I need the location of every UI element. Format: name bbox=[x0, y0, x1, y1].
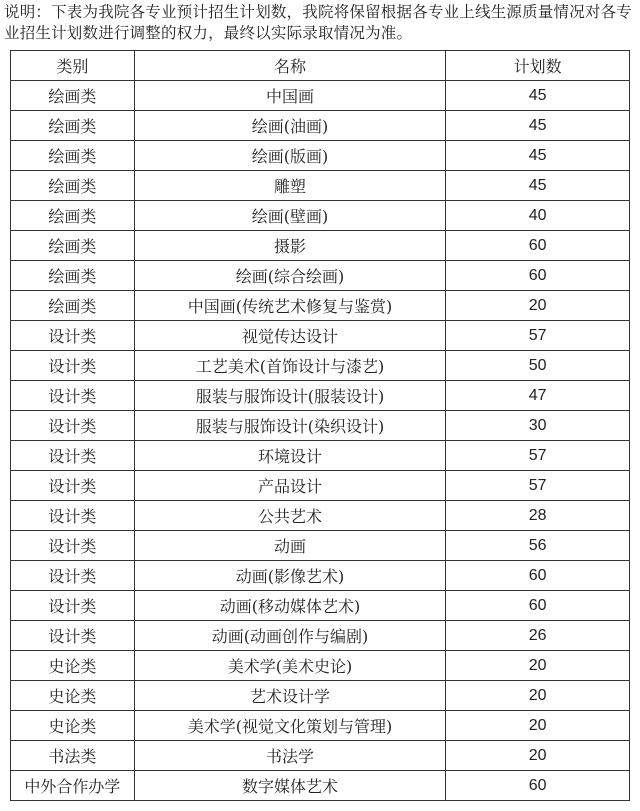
cell-name: 美术学(视觉文化策划与管理) bbox=[134, 711, 445, 741]
cell-quota: 20 bbox=[446, 711, 630, 741]
cell-quota: 20 bbox=[446, 291, 630, 321]
cell-name: 工艺美术(首饰设计与漆艺) bbox=[134, 351, 445, 381]
table-row bbox=[11, 141, 630, 171]
cell-quota: 45 bbox=[446, 141, 630, 171]
cell-name: 动画(动画创作与编剧) bbox=[134, 621, 445, 651]
table-row bbox=[11, 321, 630, 351]
cell-quota: 60 bbox=[446, 591, 630, 621]
cell-quota: 57 bbox=[446, 321, 630, 351]
cell-quota: 60 bbox=[446, 561, 630, 591]
header-name: 名称 bbox=[134, 51, 445, 81]
cell-name: 中国画 bbox=[134, 81, 445, 111]
cell-category: 设计类 bbox=[11, 621, 135, 651]
cell-category: 史论类 bbox=[11, 681, 135, 711]
cell-name: 动画(影像艺术) bbox=[134, 561, 445, 591]
cell-name: 书法学 bbox=[134, 741, 445, 771]
table-row bbox=[11, 201, 630, 231]
cell-category: 史论类 bbox=[11, 651, 135, 681]
cell-category: 绘画类 bbox=[11, 261, 135, 291]
table-row bbox=[11, 471, 630, 501]
table-row bbox=[11, 381, 630, 411]
enrollment-plan-table bbox=[10, 50, 630, 801]
cell-quota: 20 bbox=[446, 681, 630, 711]
table-row bbox=[11, 711, 630, 741]
cell-quota: 40 bbox=[446, 201, 630, 231]
cell-category: 绘画类 bbox=[11, 171, 135, 201]
cell-quota: 30 bbox=[446, 411, 630, 441]
cell-name: 视觉传达设计 bbox=[134, 321, 445, 351]
cell-name: 公共艺术 bbox=[134, 501, 445, 531]
table-row bbox=[11, 501, 630, 531]
cell-quota: 45 bbox=[446, 81, 630, 111]
cell-category: 设计类 bbox=[11, 531, 135, 561]
header-quota: 计划数 bbox=[446, 51, 630, 81]
cell-category: 设计类 bbox=[11, 321, 135, 351]
table-row bbox=[11, 441, 630, 471]
table-row bbox=[11, 291, 630, 321]
cell-name: 动画 bbox=[134, 531, 445, 561]
table-row bbox=[11, 411, 630, 441]
cell-name: 绘画(综合绘画) bbox=[134, 261, 445, 291]
cell-quota: 60 bbox=[446, 261, 630, 291]
table-header-row bbox=[11, 51, 630, 81]
table-row bbox=[11, 81, 630, 111]
table-row bbox=[11, 681, 630, 711]
table-row bbox=[11, 621, 630, 651]
cell-category: 绘画类 bbox=[11, 291, 135, 321]
table-row bbox=[11, 261, 630, 291]
cell-name: 绘画(油画) bbox=[134, 111, 445, 141]
cell-category: 绘画类 bbox=[11, 81, 135, 111]
cell-name: 中国画(传统艺术修复与鉴赏) bbox=[134, 291, 445, 321]
cell-quota: 45 bbox=[446, 171, 630, 201]
cell-category: 设计类 bbox=[11, 471, 135, 501]
table-row bbox=[11, 591, 630, 621]
cell-name: 服装与服饰设计(服装设计) bbox=[134, 381, 445, 411]
cell-name: 数字媒体艺术 bbox=[134, 771, 445, 801]
cell-quota: 50 bbox=[446, 351, 630, 381]
table-row bbox=[11, 771, 630, 801]
cell-name: 绘画(版画) bbox=[134, 141, 445, 171]
cell-category: 书法类 bbox=[11, 741, 135, 771]
header-category: 类别 bbox=[11, 51, 135, 81]
table-row bbox=[11, 531, 630, 561]
cell-quota: 56 bbox=[446, 531, 630, 561]
table-row bbox=[11, 351, 630, 381]
cell-category: 绘画类 bbox=[11, 201, 135, 231]
cell-name: 雕塑 bbox=[134, 171, 445, 201]
cell-category: 设计类 bbox=[11, 381, 135, 411]
cell-quota: 57 bbox=[446, 471, 630, 501]
cell-category: 设计类 bbox=[11, 591, 135, 621]
cell-name: 艺术设计学 bbox=[134, 681, 445, 711]
cell-category: 设计类 bbox=[11, 561, 135, 591]
cell-category: 设计类 bbox=[11, 501, 135, 531]
cell-quota: 45 bbox=[446, 111, 630, 141]
table-row bbox=[11, 561, 630, 591]
cell-name: 绘画(壁画) bbox=[134, 201, 445, 231]
cell-name: 环境设计 bbox=[134, 441, 445, 471]
table-row bbox=[11, 111, 630, 141]
cell-name: 摄影 bbox=[134, 231, 445, 261]
table-row bbox=[11, 171, 630, 201]
cell-category: 绘画类 bbox=[11, 111, 135, 141]
cell-category: 中外合作办学 bbox=[11, 771, 135, 801]
cell-name: 产品设计 bbox=[134, 471, 445, 501]
cell-quota: 20 bbox=[446, 651, 630, 681]
cell-category: 绘画类 bbox=[11, 141, 135, 171]
cell-name: 美术学(美术史论) bbox=[134, 651, 445, 681]
cell-name: 服装与服饰设计(染织设计) bbox=[134, 411, 445, 441]
cell-quota: 57 bbox=[446, 441, 630, 471]
table-row bbox=[11, 231, 630, 261]
cell-quota: 28 bbox=[446, 501, 630, 531]
cell-name: 动画(移动媒体艺术) bbox=[134, 591, 445, 621]
table-row bbox=[11, 651, 630, 681]
cell-quota: 60 bbox=[446, 231, 630, 261]
cell-quota: 47 bbox=[446, 381, 630, 411]
cell-category: 设计类 bbox=[11, 411, 135, 441]
cell-category: 绘画类 bbox=[11, 231, 135, 261]
cell-quota: 20 bbox=[446, 741, 630, 771]
cell-category: 设计类 bbox=[11, 351, 135, 381]
cell-quota: 60 bbox=[446, 771, 630, 801]
cell-category: 设计类 bbox=[11, 441, 135, 471]
cell-category: 史论类 bbox=[11, 711, 135, 741]
table-row bbox=[11, 741, 630, 771]
explanation-note: 说明：下表为我院各专业预计招生计划数，我院将保留根据各专业上线生源质量情况对各专业招生计划数进行调整的权力，最终以实际录取情况为准。 bbox=[4, 3, 633, 42]
cell-quota: 26 bbox=[446, 621, 630, 651]
